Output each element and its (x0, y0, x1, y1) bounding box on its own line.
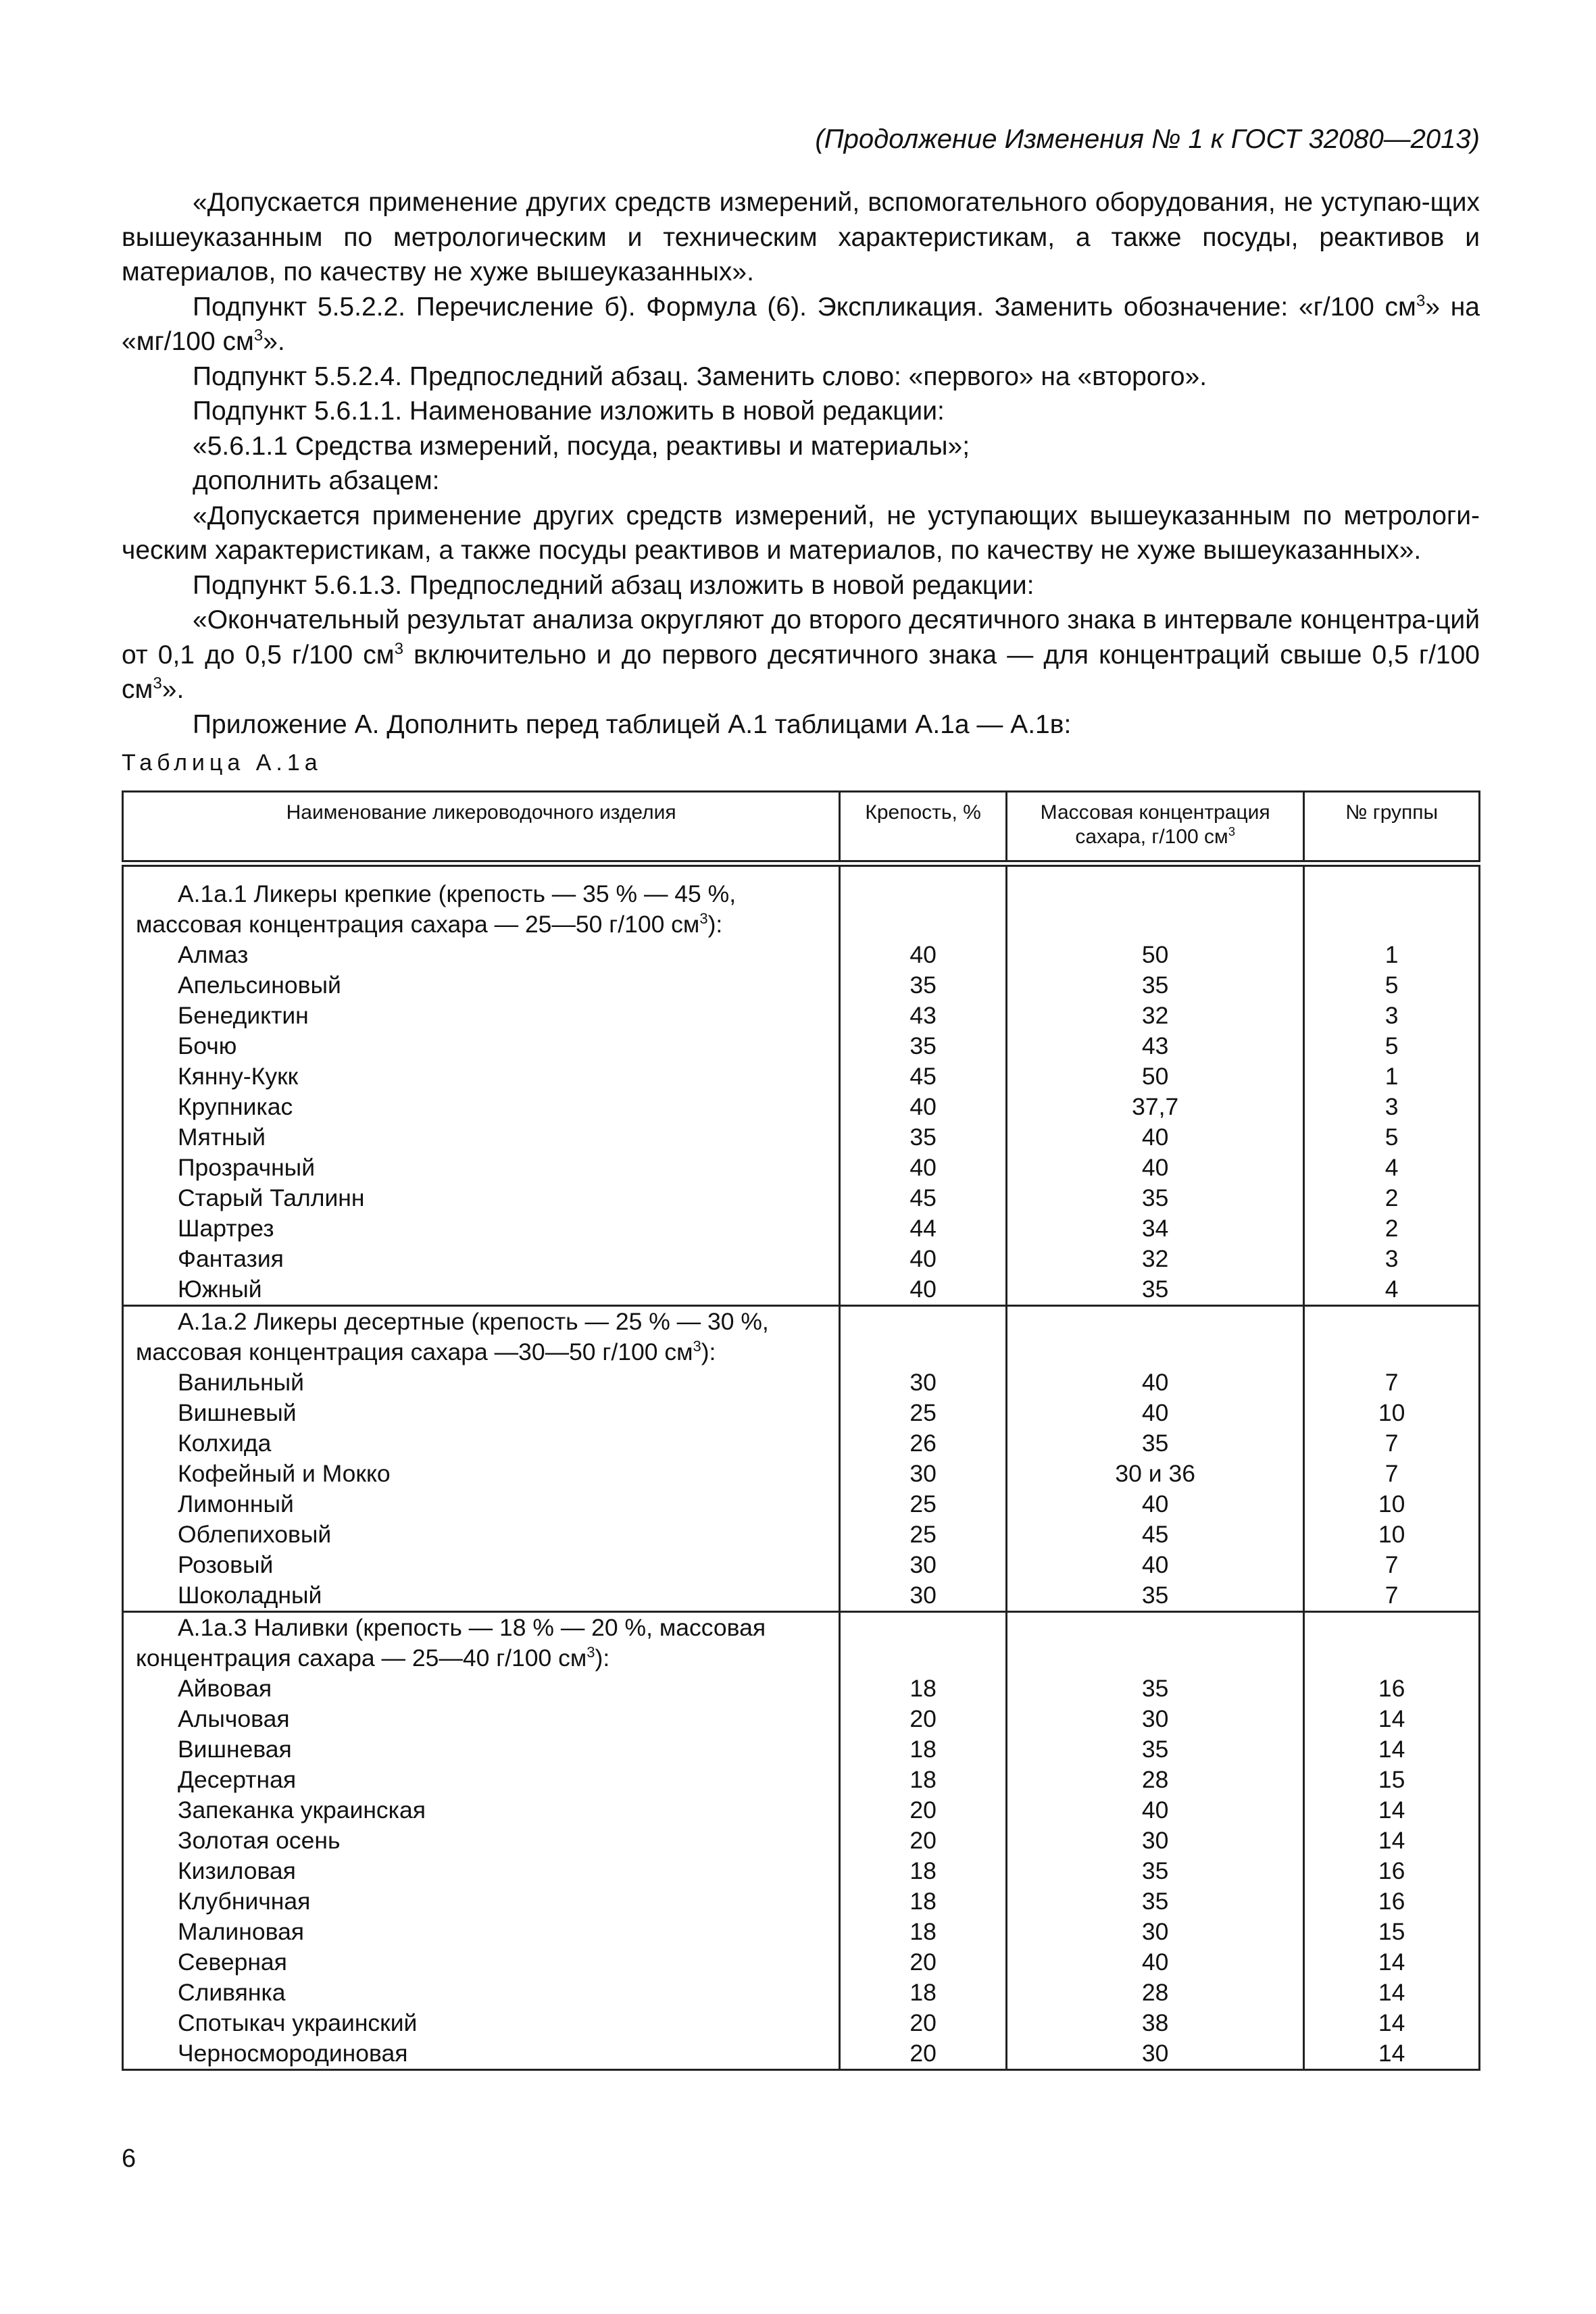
sugar-cell: 40 (1006, 1795, 1303, 1826)
name-cell: Бенедиктин (123, 1001, 840, 1031)
sugar-cell: 30 и 36 (1006, 1459, 1303, 1489)
sugar-cell: 35 (1006, 1580, 1303, 1612)
sugar-cell: 40 (1006, 1489, 1303, 1519)
strength-cell: 18 (840, 1978, 1007, 2008)
name-cell: Вишневая (123, 1734, 840, 1765)
table-row (123, 1428, 1480, 1459)
group-cell: 3 (1304, 1001, 1480, 1031)
name-cell: Шоколадный (123, 1580, 840, 1612)
strength-cell: 20 (840, 1704, 1007, 1734)
name-cell: Лимонный (123, 1489, 840, 1519)
strength-cell: 40 (840, 1092, 1007, 1122)
group-cell: 14 (1304, 1795, 1480, 1826)
sugar-cell: 35 (1006, 1674, 1303, 1704)
group-cell: 2 (1304, 1183, 1480, 1213)
group-cell: 2 (1304, 1213, 1480, 1244)
strength-cell: 30 (840, 1580, 1007, 1612)
strength-cell: 20 (840, 1795, 1007, 1826)
table-row (123, 1213, 1480, 1244)
sugar-concentration-table (122, 790, 1480, 2071)
group-cell: 16 (1304, 1856, 1480, 1886)
header-sugar: Массовая концентрация сахара, г/100 $см^3$ (1006, 792, 1303, 864)
sugar-cell: 32 (1006, 1244, 1303, 1274)
name-cell: Малиновая (123, 1917, 840, 1947)
group-cell: 1 (1304, 1061, 1480, 1092)
sugar-cell: 35 (1006, 1428, 1303, 1459)
group-title: А.1а.3 Наливки (крепость — 18 % — 20 %, массовая концентрация сахара — 25—40 г/100 $см^3$): (123, 1612, 840, 1674)
strength-cell: 40 (840, 1244, 1007, 1274)
name-cell: Десертная (123, 1765, 840, 1795)
group-cell: 7 (1304, 1459, 1480, 1489)
strength-cell: 25 (840, 1489, 1007, 1519)
strength-cell: 35 (840, 1122, 1007, 1153)
name-cell: Клубничная (123, 1886, 840, 1917)
group-title-row (123, 1612, 1480, 1674)
group-cell: 10 (1304, 1398, 1480, 1428)
strength-cell: 20 (840, 1826, 1007, 1856)
name-cell: Спотыкач украинский (123, 2008, 840, 2038)
group-cell: 4 (1304, 1274, 1480, 1306)
sugar-cell: 34 (1006, 1213, 1303, 1244)
sugar-cell: 35 (1006, 970, 1303, 1001)
strength-cell: 18 (840, 1734, 1007, 1765)
table-group (123, 1612, 1480, 2070)
name-cell: Апельсиновый (123, 970, 840, 1001)
table-row (123, 1674, 1480, 1704)
name-cell: Фантазия (123, 1244, 840, 1274)
group-title-row (123, 879, 1480, 940)
name-cell: Северная (123, 1947, 840, 1978)
strength-cell: 18 (840, 1674, 1007, 1704)
strength-cell: 30 (840, 1459, 1007, 1489)
group-cell: 7 (1304, 1367, 1480, 1398)
table-group (123, 1306, 1480, 1612)
name-cell: Кизиловая (123, 1856, 840, 1886)
sugar-cell: 35 (1006, 1183, 1303, 1213)
sugar-cell: 40 (1006, 1122, 1303, 1153)
name-cell: Алычовая (123, 1704, 840, 1734)
table-row (123, 1459, 1480, 1489)
sugar-cell: 40 (1006, 1367, 1303, 1398)
sugar-cell: 38 (1006, 2008, 1303, 2038)
name-cell: Шартрез (123, 1213, 840, 1244)
group-cell: 5 (1304, 970, 1480, 1001)
group-cell: 3 (1304, 1092, 1480, 1122)
strength-cell: 30 (840, 1367, 1007, 1398)
name-cell: Облепиховый (123, 1519, 840, 1550)
strength-cell: 43 (840, 1001, 1007, 1031)
strength-cell: 35 (840, 1031, 1007, 1061)
table-row (123, 1917, 1480, 1947)
group-cell: 14 (1304, 1978, 1480, 2008)
strength-cell: 25 (840, 1398, 1007, 1428)
table-row (123, 1734, 1480, 1765)
page-number: 6 (122, 2144, 136, 2173)
table-row (123, 1826, 1480, 1856)
table-caption: Таблица А.1а (122, 750, 322, 776)
table-row (123, 1519, 1480, 1550)
name-cell: Вишневый (123, 1398, 840, 1428)
sugar-cell: 50 (1006, 1061, 1303, 1092)
strength-cell: 20 (840, 2038, 1007, 2070)
name-cell: Золотая осень (123, 1826, 840, 1856)
group-cell: 14 (1304, 1704, 1480, 1734)
paragraph: материалов, по качеству не хуже вышеуказанных». (122, 257, 754, 286)
table-row (123, 1704, 1480, 1734)
group-cell: 15 (1304, 1765, 1480, 1795)
table-row (123, 2008, 1480, 2038)
sugar-cell: 35 (1006, 1274, 1303, 1306)
table-row (123, 1580, 1480, 1612)
name-cell: Кянну-Кукк (123, 1061, 840, 1092)
table-row (123, 1122, 1480, 1153)
strength-cell: 40 (840, 1153, 1007, 1183)
table-row (123, 1001, 1480, 1031)
sugar-cell: 43 (1006, 1031, 1303, 1061)
table-row (123, 1795, 1480, 1826)
strength-cell: 45 (840, 1061, 1007, 1092)
name-cell: Кофейный и Мокко (123, 1459, 840, 1489)
group-cell: 7 (1304, 1428, 1480, 1459)
header-name: Наименование ликероводочного изделия (123, 792, 840, 864)
table-row (123, 1153, 1480, 1183)
table-row (123, 1489, 1480, 1519)
table-row (123, 1274, 1480, 1306)
name-cell: Айвовая (123, 1674, 840, 1704)
group-cell: 4 (1304, 1153, 1480, 1183)
strength-cell: 26 (840, 1428, 1007, 1459)
strength-cell: 44 (840, 1213, 1007, 1244)
paragraph: «Окончательный результат анализа округляют до второго десятичного знака в интервале концентра-ций от 0,1 до 0,5 г/100 $см^3$ включительно и до первого десятичного знака — для концентраций свыше 0,5 г/100 $см^3$». (122, 605, 1480, 704)
group-cell: 14 (1304, 2008, 1480, 2038)
strength-cell: 25 (840, 1519, 1007, 1550)
name-cell: Старый Таллинн (123, 1183, 840, 1213)
header-strength: Крепость, % (840, 792, 1007, 864)
sugar-cell: 40 (1006, 1947, 1303, 1978)
table-row (123, 1183, 1480, 1213)
sugar-cell: 30 (1006, 1917, 1303, 1947)
strength-cell: 18 (840, 1886, 1007, 1917)
group-cell: 1 (1304, 940, 1480, 970)
group-cell: 7 (1304, 1580, 1480, 1612)
strength-cell: 18 (840, 1917, 1007, 1947)
table-row (123, 1092, 1480, 1122)
name-cell: Бочю (123, 1031, 840, 1061)
sugar-cell: 28 (1006, 1765, 1303, 1795)
strength-cell: 40 (840, 940, 1007, 970)
paragraph: Подпункт 5.5.2.2. Перечисление б). Формула (6). Экспликация. Заменить обозначение: «г/100 $см^3$» на «мг/100 $см^3$». (122, 291, 1480, 356)
group-title: А.1а.1 Ликеры крепкие (крепость — 35 % — 45 %, массовая концентрация сахара — 25—50 г/100 $см^3$): (123, 879, 840, 940)
table-row (123, 1244, 1480, 1274)
table-row (123, 970, 1480, 1001)
table-row (123, 1398, 1480, 1428)
sugar-cell: 30 (1006, 1704, 1303, 1734)
name-cell: Сливянка (123, 1978, 840, 2008)
group-cell: 7 (1304, 1550, 1480, 1580)
sugar-cell: 35 (1006, 1886, 1303, 1917)
sugar-cell: 40 (1006, 1153, 1303, 1183)
strength-cell: 18 (840, 1856, 1007, 1886)
name-cell: Запеканка украинская (123, 1795, 840, 1826)
sugar-cell: 32 (1006, 1001, 1303, 1031)
sugar-cell: 37,7 (1006, 1092, 1303, 1122)
group-cell: 14 (1304, 1947, 1480, 1978)
sugar-cell: 50 (1006, 940, 1303, 970)
sugar-cell: 35 (1006, 1734, 1303, 1765)
table-row (123, 1367, 1480, 1398)
group-cell: 16 (1304, 1886, 1480, 1917)
group-cell: 15 (1304, 1917, 1480, 1947)
group-cell: 5 (1304, 1122, 1480, 1153)
table-group (123, 863, 1480, 1306)
strength-cell: 20 (840, 2008, 1007, 2038)
strength-cell: 20 (840, 1947, 1007, 1978)
table-row (123, 1550, 1480, 1580)
name-cell: Мятный (123, 1122, 840, 1153)
group-cell: 3 (1304, 1244, 1480, 1274)
sugar-cell: 40 (1006, 1398, 1303, 1428)
table-header-row (123, 792, 1480, 864)
paragraph: Подпункт 5.6.1.3. Предпоследний абзац изложить в новой редакции: (193, 570, 1034, 600)
table-row (123, 1947, 1480, 1978)
name-cell: Алмаз (123, 940, 840, 970)
sugar-cell: 28 (1006, 1978, 1303, 2008)
table-row (123, 1886, 1480, 1917)
name-cell: Колхида (123, 1428, 840, 1459)
group-cell: 14 (1304, 1826, 1480, 1856)
table-row (123, 1856, 1480, 1886)
group-cell: 14 (1304, 2038, 1480, 2070)
group-cell: 5 (1304, 1031, 1480, 1061)
paragraph: «Допускается применение других средств измерений, вспомогательного оборудования, не уступаю-щих вышеуказанным по метрологическим и техническим характеристикам, а также посуды, реактивов и (122, 188, 1480, 252)
name-cell: Розовый (123, 1550, 840, 1580)
sugar-cell: 30 (1006, 1826, 1303, 1856)
running-header: (Продолжение Изменения № 1 к ГОСТ 32080—2013) (815, 124, 1480, 154)
header-group: № группы (1304, 792, 1480, 864)
name-cell: Южный (123, 1274, 840, 1306)
sugar-cell: 30 (1006, 2038, 1303, 2070)
sugar-cell: 40 (1006, 1550, 1303, 1580)
name-cell: Крупникас (123, 1092, 840, 1122)
paragraph: Подпункт 5.6.1.1. Наименование изложить в новой редакции: (193, 397, 945, 426)
group-title-row (123, 1306, 1480, 1368)
name-cell: Ванильный (123, 1367, 840, 1398)
strength-cell: 30 (840, 1550, 1007, 1580)
table-row (123, 2038, 1480, 2070)
strength-cell: 40 (840, 1274, 1007, 1306)
group-cell: 16 (1304, 1674, 1480, 1704)
paragraph: дополнить абзацем: (193, 466, 440, 495)
name-cell: Прозрачный (123, 1153, 840, 1183)
table-row (123, 940, 1480, 970)
group-cell: 14 (1304, 1734, 1480, 1765)
table-row (123, 1765, 1480, 1795)
group-cell: 10 (1304, 1489, 1480, 1519)
paragraph: «Допускается применение других средств измерений, не уступающих вышеуказанным по метрологи-ческим характеристикам, а также посуды реактивов и материалов, по качеству не хуже вышеуказанных». (122, 501, 1480, 565)
strength-cell: 35 (840, 970, 1007, 1001)
body-text (122, 185, 1480, 742)
paragraph: «5.6.1.1 Средства измерений, посуда, реактивы и материалы»; (193, 431, 970, 461)
name-cell: Черносмородиновая (123, 2038, 840, 2070)
group-cell: 10 (1304, 1519, 1480, 1550)
strength-cell: 45 (840, 1183, 1007, 1213)
paragraph: Подпункт 5.5.2.4. Предпоследний абзац. Заменить слово: «первого» на «второго». (193, 361, 1207, 391)
table-row (123, 1978, 1480, 2008)
group-title: А.1а.2 Ликеры десертные (крепость — 25 % — 30 %, массовая концентрация сахара —30—50 г/100 $см^3$): (123, 1306, 840, 1368)
table-row (123, 1031, 1480, 1061)
table-row (123, 1061, 1480, 1092)
sugar-cell: 35 (1006, 1856, 1303, 1886)
sugar-cell: 45 (1006, 1519, 1303, 1550)
paragraph: Приложение А. Дополнить перед таблицей А.1 таблицами А.1а — А.1в: (193, 709, 1072, 739)
strength-cell: 18 (840, 1765, 1007, 1795)
